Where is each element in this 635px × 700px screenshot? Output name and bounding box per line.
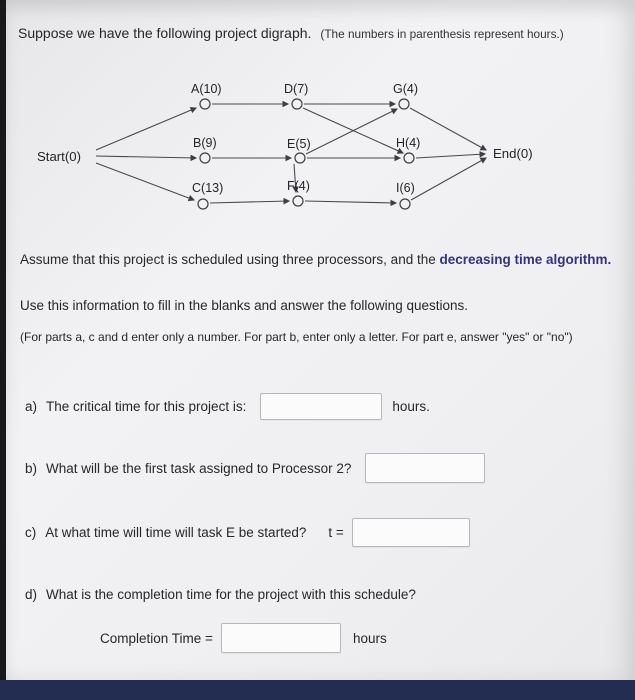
answer-b-input[interactable] <box>365 453 485 483</box>
question-d-row <box>25 587 416 602</box>
graph-node-D <box>292 99 302 109</box>
graph-node-label-D: D(7) <box>284 82 309 96</box>
title-note: (The numbers in parenthesis represent hours.) <box>320 27 564 41</box>
answer-d-input[interactable] <box>221 623 341 653</box>
graph-node-C <box>198 199 208 209</box>
graph-node-label-H: H(4) <box>396 136 421 150</box>
question-b-row <box>25 453 485 483</box>
question-d-text: What is the completion time for the project with this schedule? <box>46 587 416 602</box>
graph-node-G <box>399 99 409 109</box>
graph-node-E <box>295 153 305 163</box>
graph-node-A <box>200 99 210 109</box>
graph-node-label-F: F(4) <box>287 179 310 193</box>
graph-edge <box>96 163 194 200</box>
title-text: Suppose we have the following project digraph. <box>18 25 312 41</box>
graph-node-label-B: B(9) <box>193 136 217 150</box>
completion-time-suffix: hours <box>352 630 387 646</box>
graph-node-B <box>200 153 210 163</box>
quiz-paper <box>6 0 635 680</box>
question-c-label: c) <box>25 525 37 540</box>
question-b-text: What will be the first task assigned to Processor 2? <box>46 460 352 476</box>
graph-node-I <box>400 199 410 209</box>
use-info-paragraph: Use this information to fill in the blanks and answer the following questions. <box>20 298 468 313</box>
graph-edge <box>96 108 196 150</box>
question-a-suffix: hours. <box>392 399 430 414</box>
completion-time-row <box>100 623 387 653</box>
assume-text: Assume that this project is scheduled using three processors, and the <box>20 252 440 267</box>
graph-node-H <box>404 153 414 163</box>
graph-node-label-E: E(5) <box>287 137 311 151</box>
question-c-t-label: t = <box>328 525 344 540</box>
graph-node-label-G: G(4) <box>393 82 418 96</box>
question-d-label: d) <box>25 587 38 602</box>
question-b-label: b) <box>25 460 38 476</box>
graph-edge <box>210 201 289 203</box>
graph-node-F <box>293 196 303 206</box>
graph-edge <box>416 154 485 158</box>
question-a-label: a) <box>25 399 38 414</box>
question-c-row <box>25 518 470 547</box>
graph-edge <box>96 156 196 158</box>
graph-edge <box>411 158 486 200</box>
photo-bottom-band <box>0 680 635 700</box>
graph-end-label: End(0) <box>493 146 533 161</box>
question-a-row <box>25 393 430 420</box>
assume-bold-phrase: decreasing time algorithm. <box>439 252 612 267</box>
photo-left-edge <box>0 0 6 700</box>
graph-start-label: Start(0) <box>37 149 81 164</box>
graph-node-label-I: I(6) <box>396 181 415 195</box>
completion-time-label: Completion Time = <box>100 630 213 646</box>
graph-edge <box>410 108 486 150</box>
graph-edge <box>305 201 396 203</box>
graph-node-label-A: A(10) <box>191 82 222 96</box>
assume-paragraph <box>20 252 611 267</box>
answer-c-input[interactable] <box>352 518 470 547</box>
graph-node-label-C: C(13) <box>192 181 224 195</box>
digraph-svg <box>0 0 635 240</box>
answer-a-input[interactable] <box>260 393 382 420</box>
instructions-note: (For parts a, c and d enter only a number. For part b, enter only a letter. For part e, answer "yes" or "no") <box>20 330 573 344</box>
question-c-text: At what time will time will task E be started? <box>45 525 307 540</box>
question-a-text: The critical time for this project is: <box>46 399 247 414</box>
